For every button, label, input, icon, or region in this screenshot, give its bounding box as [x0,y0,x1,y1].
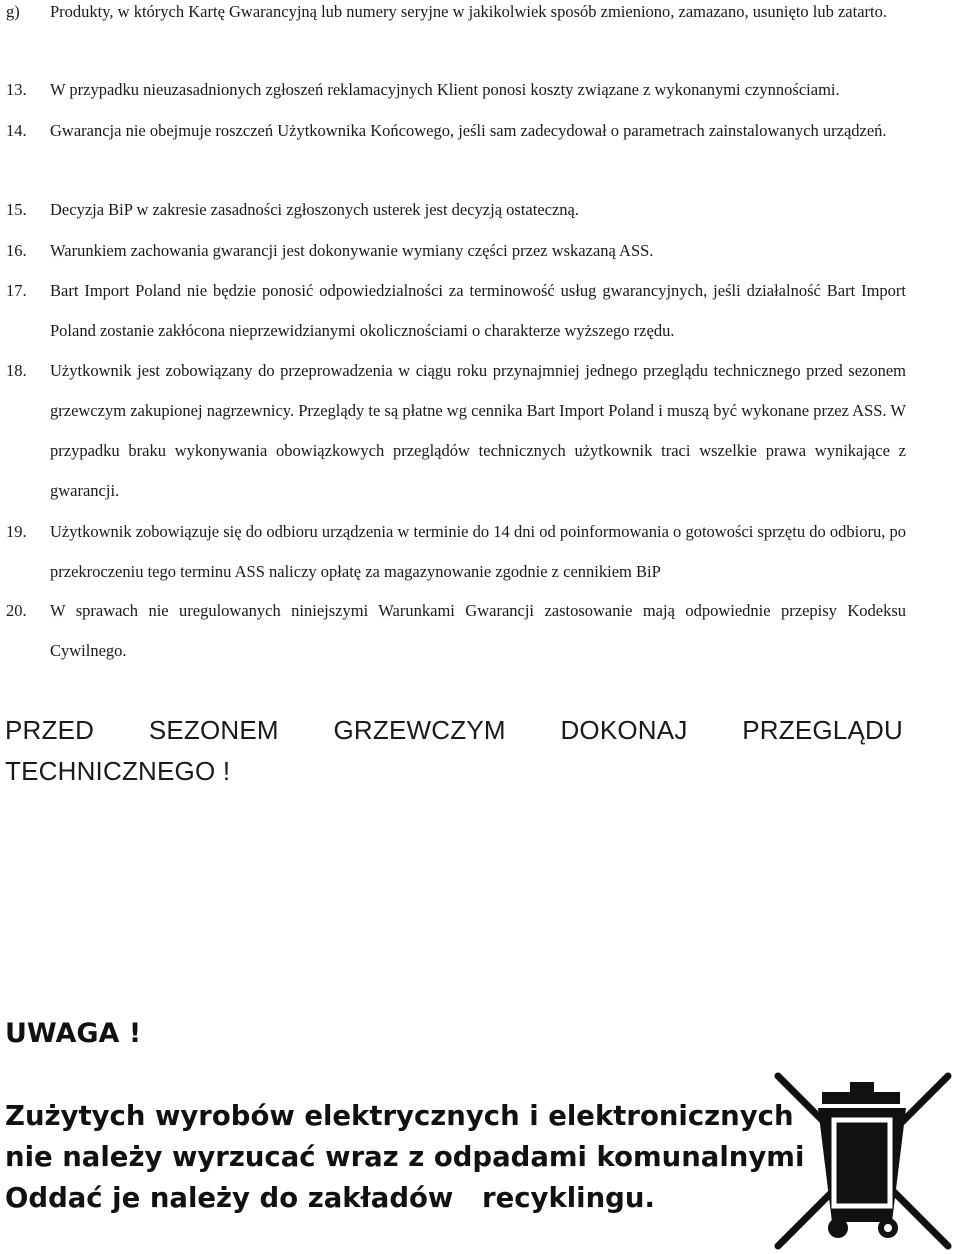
item-text: Warunkiem zachowania gwarancji jest dokonywanie wymiany części przez wskazaną ASS. [50,241,654,260]
list-item [6,70,906,110]
item-number: 14. [6,121,27,140]
item-text: Decyzja BiP w zakresie zasadności zgłoszonych usterek jest decyzją ostateczną. [50,200,579,219]
warning-text [5,1096,805,1219]
item-number: 20. [6,601,27,620]
item-text: W przypadku nieuzasadnionych zgłoszeń reklamacyjnych Klient ponosi koszty związane z wykonanymi czynnościami. [50,80,840,99]
notice-line-2: TECHNICZNEGO ! [5,756,231,786]
inspection-notice [5,710,903,792]
item-number: 15. [6,200,27,219]
list-item [6,271,906,351]
item-number: g) [6,2,20,21]
notice-word: GRZEWCZYM [333,715,506,745]
warning-line: Zużytych wyrobów elektrycznych i elektronicznych [5,1100,794,1132]
item-text: Gwarancja nie obejmuje roszczeń Użytkownika Końcowego, jeśli sam zadecydował o parametrach zainstalowanych urządzeń. [50,121,887,140]
list-item [6,512,906,592]
item-text: Użytkownik zobowiązuje się do odbioru urządzenia w terminie do 14 dni od poinformowania o gotowości sprzętu do odbioru, po przekroczeniu tego terminu ASS naliczy opłatę za magazynowanie zgodnie z cennikiem BiP [50,522,906,581]
notice-word: PRZEGLĄDU [742,715,903,745]
item-text: W sprawach nie uregulowanych niniejszymi Warunkami Gwarancji zastosowanie mają odpowiednie przepisy Kodeksu Cywilnego. [50,601,906,660]
item-text: Produkty, w których Kartę Gwarancyjną lub numery seryjne w jakikolwiek sposób zmieniono, zamazano, usunięto lub zatarto. [50,2,887,21]
item-number: 16. [6,241,27,260]
item-number: 17. [6,281,27,300]
list-item [6,0,906,32]
warning-line: nie należy wyrzucać wraz z odpadami komunalnymi [5,1141,805,1173]
warning-title: UWAGA ! [5,1018,142,1049]
item-text: Bart Import Poland nie będzie ponosić odpowiedzialności za terminowość usług gwarancyjnych, jeśli działalność Bart Import Poland zostanie zakłócona nieprzewidzianymi okolicznościami o charakterze wyższego rzędu. [50,281,906,340]
notice-word: PRZED [5,715,95,745]
crossed-out-wheelie-bin-icon [770,1072,958,1250]
list-item [6,351,906,511]
list-item [6,591,906,671]
item-text: Użytkownik jest zobowiązany do przeprowadzenia w ciągu roku przynajmniej jednego przeglądu technicznego przed sezonem grzewczym zakupionej nagrzewnicy. Przeglądy te są płatne wg cennika Bart Import Poland i muszą być wykonane przez ASS. W przypadku braku wykonywania obowiązkowych przeglądów technicznych użytkownik traci wszelkie prawa wynikające z gwarancji. [50,361,906,500]
list-item [6,231,906,271]
item-number: 18. [6,361,27,380]
item-number: 13. [6,80,27,99]
item-number: 19. [6,522,27,541]
list-item [6,111,906,151]
notice-word: SEZONEM [148,715,279,745]
list-item [6,190,906,230]
notice-word: DOKONAJ [560,715,688,745]
notice-line-1 [5,710,903,751]
warning-line: Oddać je należy do zakładów recyklingu. [5,1182,655,1214]
